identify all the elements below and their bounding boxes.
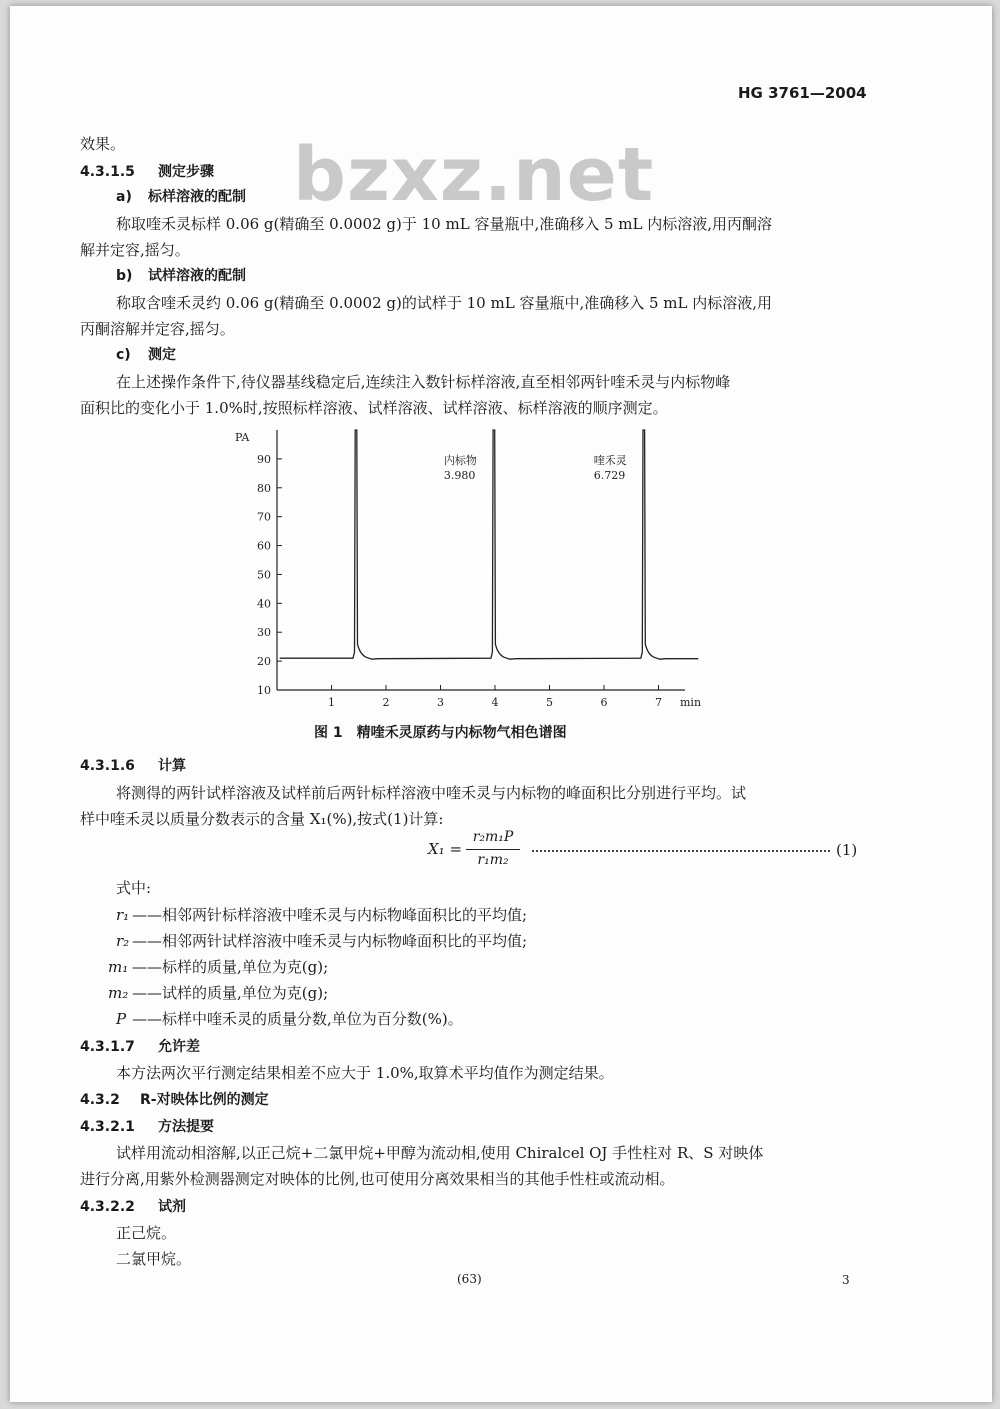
y-tick-label: 40 [257,597,271,611]
peak-retention-label: 3.980 [443,469,476,482]
section-title: R-对映体比例的测定 [140,1092,269,1108]
peak-retention-label: 6.729 [593,469,626,482]
peak-name-label: 内标物 [443,454,477,467]
chromatogram-trace [280,430,699,659]
dot-leader [532,850,830,852]
peak-name-label: 喹禾灵 [593,454,627,467]
reagent-item: 二氯甲烷。 [116,1250,192,1268]
paragraph-line: 在上述操作条件下,待仪器基线稳定后,连续注入数针标样溶液,直至相邻两针喹禾灵与内标物峰 [116,373,731,391]
footer-center-number: (63) [457,1272,482,1286]
section-title: 方法提要 [158,1119,214,1135]
x-tick-label: 2 [382,696,390,709]
item-label: a) [116,189,132,205]
section-title: 试剂 [158,1199,186,1215]
item-title: 标样溶液的配制 [148,189,246,205]
def-text: ——相邻两针试样溶液中喹禾灵与内标物峰面积比的平均值; [132,932,528,950]
paragraph-line: 丙酮溶解并定容,摇匀。 [80,320,235,338]
peak-labels [444,453,627,482]
item-label: b) [116,268,133,284]
y-tick-label: 50 [257,568,271,582]
formula-number: (1) [836,841,858,859]
section-title: 计算 [158,758,186,774]
y-tick-label: 70 [257,510,271,524]
figure-caption: 图 1 精喹禾灵原药与内标物气相色谱图 [314,725,567,741]
section-title: 允许差 [158,1039,200,1055]
y-tick-label: 20 [257,655,271,669]
y-axis-label: PA [235,431,250,444]
item-title: 测定 [148,347,176,363]
y-tick-label: 30 [257,626,271,640]
y-ticks [257,453,282,697]
def-text: ——标样中喹禾灵的质量分数,单位为百分数(%)。 [132,1010,463,1028]
section-title: 测定步骤 [158,164,214,180]
watermark: bzxz.net [293,132,655,218]
def-symbol: r₁ [116,906,130,924]
paragraph-line: 样中喹禾灵以质量分数表示的含量 X₁(%),按式(1)计算: [80,810,444,828]
paragraph-line: 解并定容,摇匀。 [80,241,190,259]
chromatogram-chart [230,424,710,714]
formula-lhs: X₁ = [428,840,463,858]
section-number: 4.3.2.1 [80,1119,135,1135]
doc-code: HG 3761—2004 [738,84,867,102]
paragraph-line: 本方法两次平行测定结果相差不应大于 1.0%,取算术平均值作为测定结果。 [116,1064,614,1082]
def-text: ——相邻两针标样溶液中喹禾灵与内标物峰面积比的平均值; [132,906,528,924]
item-title: 试样溶液的配制 [148,268,246,284]
formula-denominator: r₁m₂ [477,852,509,868]
paragraph-line: 称取喹禾灵标样 0.06 g(精确至 0.0002 g)于 10 mL 容量瓶中,准确移入 5 mL 内标溶液,用丙酮溶 [116,215,773,233]
page-number: 3 [842,1273,850,1287]
paragraph-line: 称取含喹禾灵约 0.06 g(精确至 0.0002 g)的试样于 10 mL 容量瓶中,准确移入 5 mL 内标溶液,用 [116,294,773,312]
paragraph-line: 将测得的两针试样溶液及试样前后两针标样溶液中喹禾灵与内标物的峰面积比分别进行平均。试 [116,784,747,802]
y-tick-label: 60 [257,539,271,553]
x-axis-label: min [680,696,702,709]
document-page [10,6,992,1402]
section-number: 4.3.2 [80,1092,120,1108]
x-tick-label: 6 [600,696,608,709]
def-symbol: P [116,1010,127,1028]
def-symbol: m₁ [108,958,129,976]
def-text: ——标样的质量,单位为克(g); [132,958,329,976]
item-label: c) [116,347,131,363]
y-tick-label: 90 [257,452,271,466]
y-tick-label: 10 [257,684,271,697]
section-number: 4.3.2.2 [80,1199,135,1215]
def-text: ——试样的质量,单位为克(g); [132,984,329,1002]
formula-numerator: r₂m₁P [472,829,514,845]
reagent-item: 正己烷。 [116,1224,177,1242]
def-symbol: r₂ [116,932,130,950]
fraction-bar [466,849,520,850]
section-number: 4.3.1.7 [80,1039,135,1055]
section-number: 4.3.1.5 [80,164,135,180]
where-label: 式中: [116,879,152,897]
x-tick-label: 4 [491,696,499,709]
def-symbol: m₂ [108,984,129,1002]
paragraph-line: 面积比的变化小于 1.0%时,按照标样溶液、试样溶液、试样溶液、标样溶液的顺序测定。 [80,399,668,417]
x-tick-label: 5 [546,696,553,709]
y-tick-label: 80 [257,481,271,495]
paragraph-line: 进行分离,用紫外检测器测定对映体的比例,也可使用分离效果相当的其他手性柱或流动相。 [80,1170,675,1188]
x-tick-label: 1 [328,696,335,709]
text-line: 效果。 [80,135,126,153]
paragraph-line: 试样用流动相溶解,以正己烷+二氯甲烷+甲醇为流动相,使用 Chiralcel OJ 手性柱对 R、S 对映体 [116,1144,764,1162]
section-number: 4.3.1.6 [80,758,135,774]
x-tick-label: 3 [437,696,444,709]
x-ticks [328,685,662,709]
x-tick-label: 7 [655,696,662,709]
